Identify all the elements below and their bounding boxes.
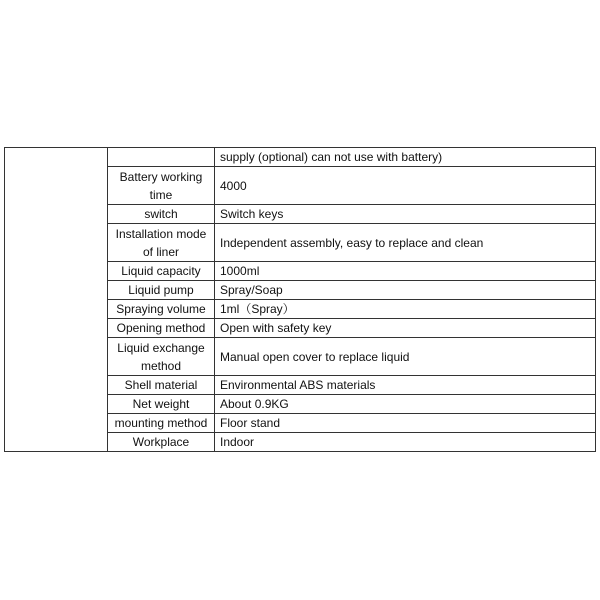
spec-value: Independent assembly, easy to replace and clean (215, 224, 596, 262)
spec-label: Opening method (108, 319, 215, 338)
spec-label: Shell material (108, 376, 215, 395)
table-row (5, 148, 596, 167)
spec-value: 4000 (215, 167, 596, 205)
spec-value: About 0.9KG (215, 395, 596, 414)
spec-label: Workplace (108, 433, 215, 452)
group-cell (5, 148, 108, 452)
spec-value: Spray/Soap (215, 281, 596, 300)
spec-value: 1ml（Spray） (215, 300, 596, 319)
spec-value: 1000ml (215, 262, 596, 281)
spec-label: Spraying volume (108, 300, 215, 319)
spec-value: Floor stand (215, 414, 596, 433)
spec-table (4, 147, 596, 452)
spec-label: Net weight (108, 395, 215, 414)
spec-label: mounting method (108, 414, 215, 433)
spec-label: Battery working time (108, 167, 215, 205)
spec-value: Indoor (215, 433, 596, 452)
spec-label: Liquid exchange method (108, 338, 215, 376)
spec-value: Manual open cover to replace liquid (215, 338, 596, 376)
spec-value: Switch keys (215, 205, 596, 224)
spec-label (108, 148, 215, 167)
spec-table-body (5, 148, 596, 452)
spec-value: Environmental ABS materials (215, 376, 596, 395)
spec-label: Installation mode of liner (108, 224, 215, 262)
spec-label: switch (108, 205, 215, 224)
spec-label: Liquid capacity (108, 262, 215, 281)
spec-value: supply (optional) can not use with battery) (215, 148, 596, 167)
spec-label: Liquid pump (108, 281, 215, 300)
spec-value: Open with safety key (215, 319, 596, 338)
